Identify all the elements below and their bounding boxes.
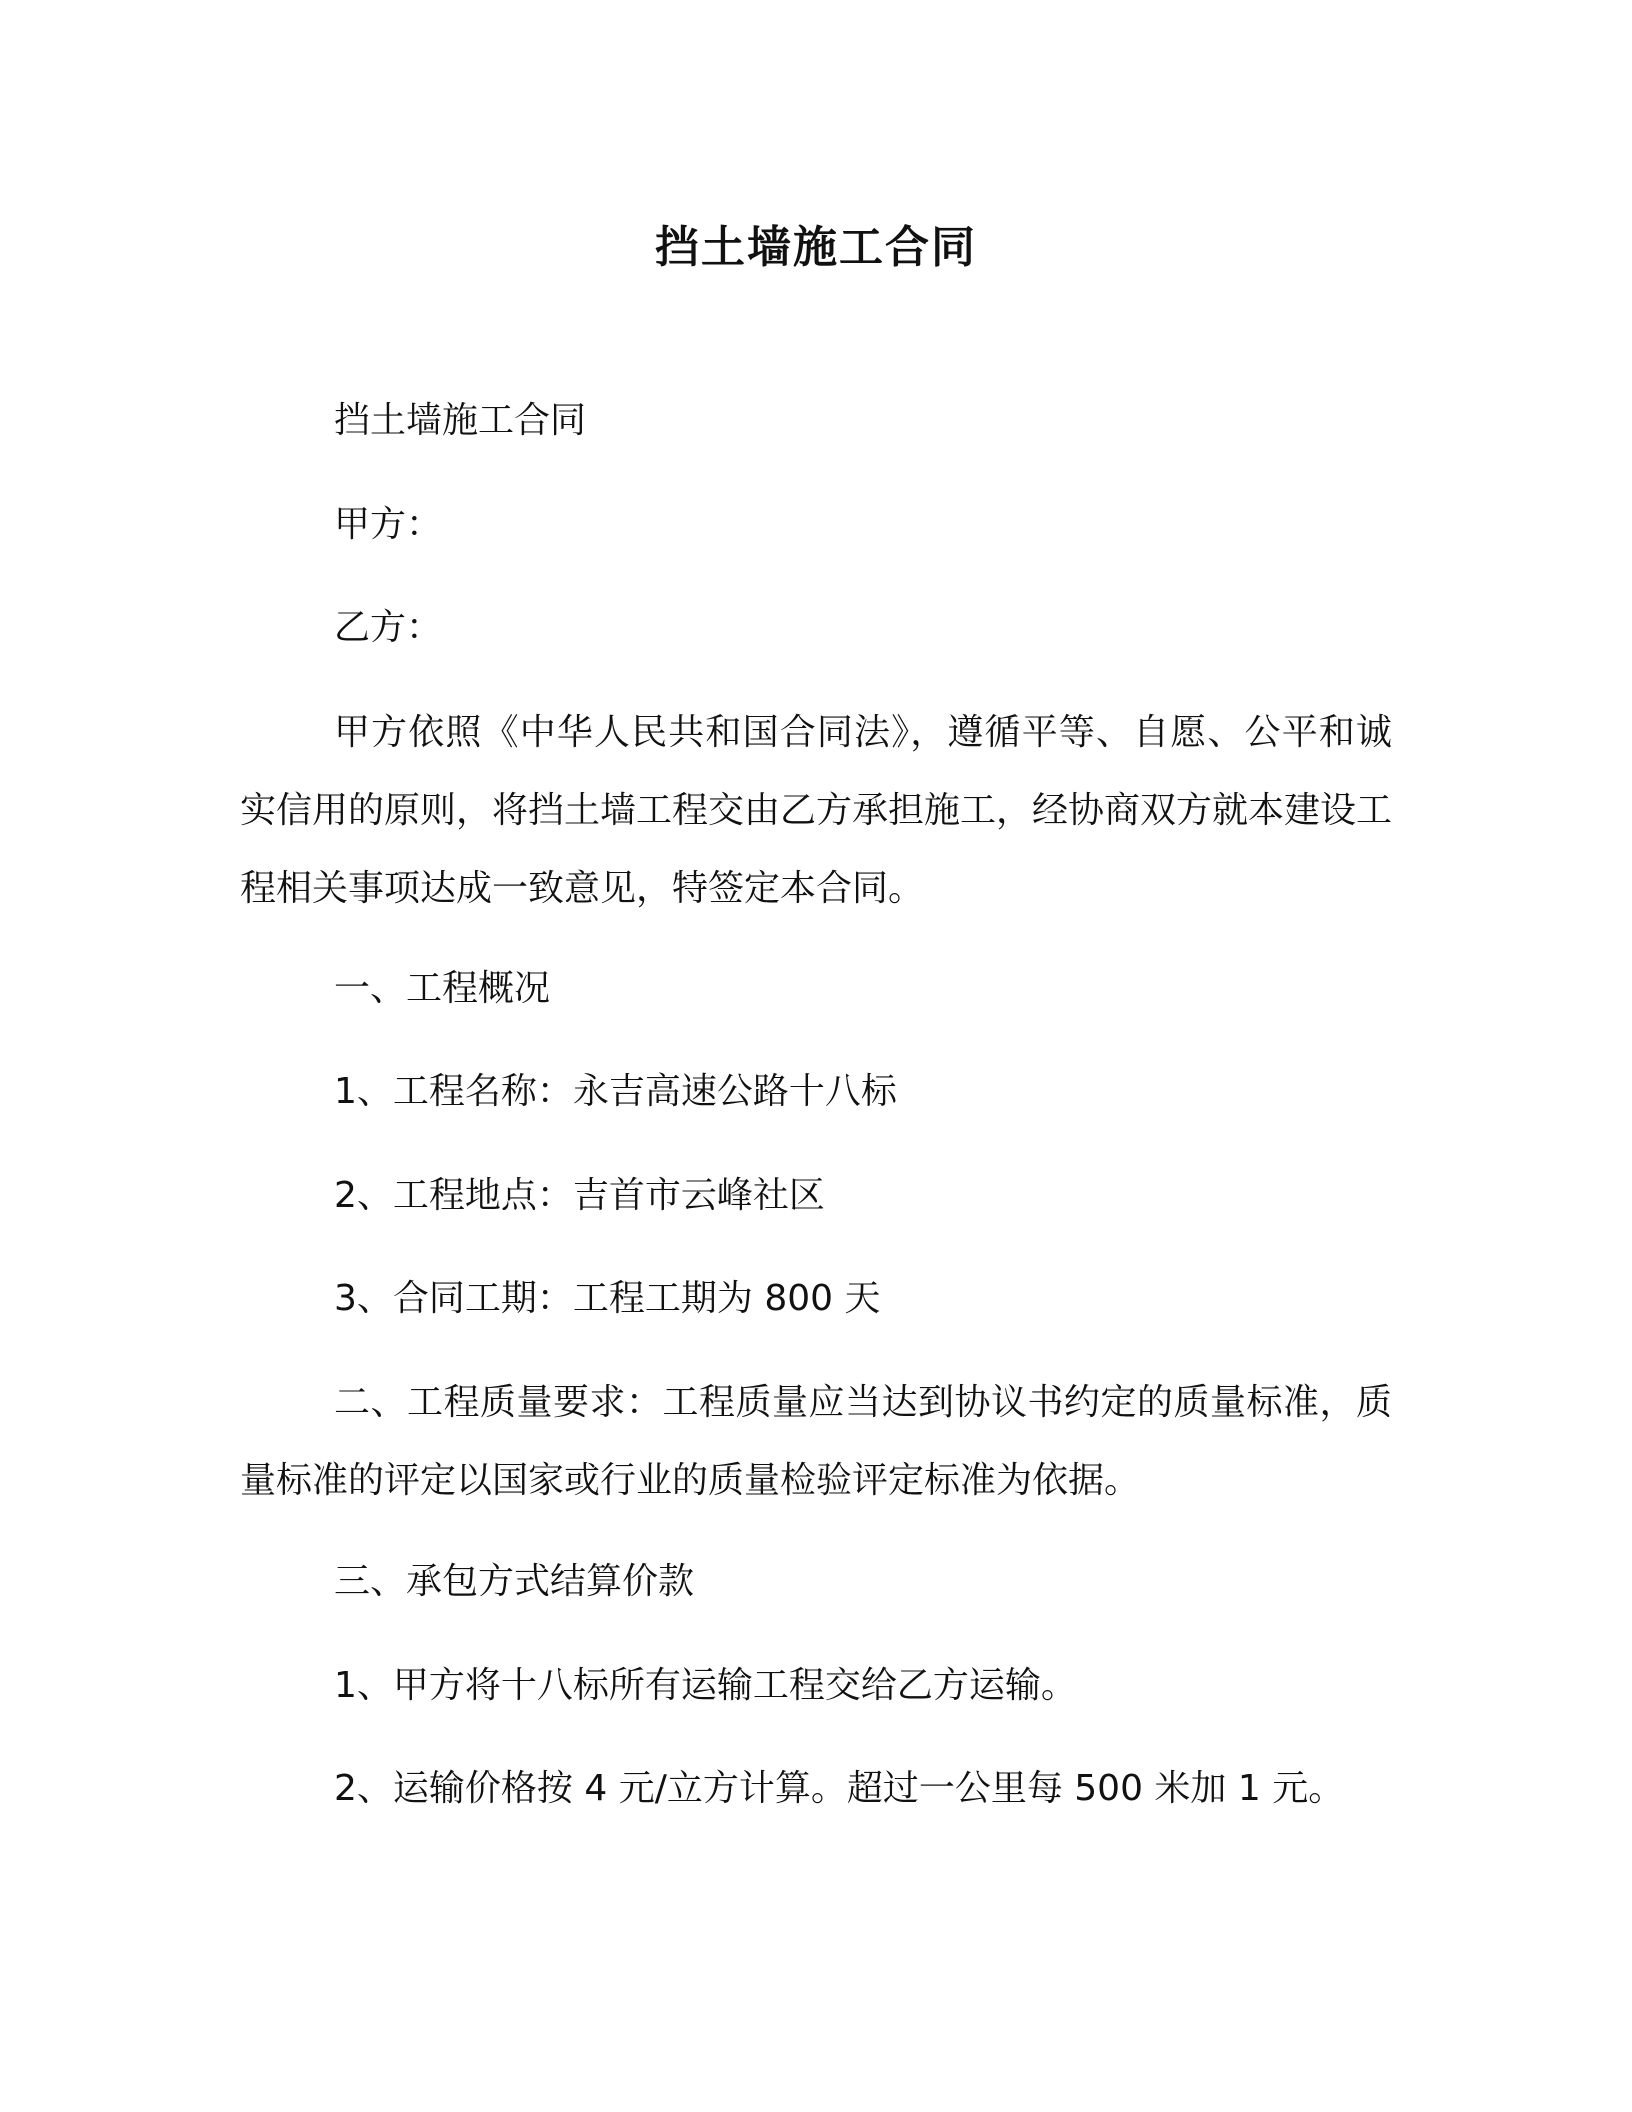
project-location-item: 2、工程地点：吉首市云峰社区: [334, 1175, 825, 1216]
intro-paragraph: 甲方依照《中华人民共和国合同法》，遵循平等、自愿、公平和诚实信用的原则，将挡土墙工程交由乙方承担施工，经协商双方就本建设工程相关事项达成一致意见，特签定本合同。: [240, 712, 1393, 909]
section-1-heading: 一、工程概况: [334, 968, 551, 1009]
contract-period-item: 3、合同工期：工程工期为 800 天: [334, 1278, 881, 1319]
transport-item: 1、甲方将十八标所有运输工程交给乙方运输。: [334, 1665, 1077, 1706]
party-b-label: 乙方：: [334, 607, 443, 648]
party-a-label: 甲方：: [334, 504, 443, 545]
project-name-item: 1、工程名称：永吉高速公路十八标: [334, 1071, 897, 1112]
section-2-paragraph: 二、工程质量要求：工程质量应当达到协议书约定的质量标准，质量标准的评定以国家或行业的质量检验评定标准为依据。: [240, 1382, 1392, 1501]
section-3-heading: 三、承包方式结算价款: [334, 1561, 695, 1602]
document-title: 挡土墙施工合同: [655, 222, 977, 273]
contract-subtitle: 挡土墙施工合同: [334, 400, 587, 441]
transport-price-item: 2、运输价格按 4 元/立方计算。超过一公里每 500 米加 1 元。: [334, 1768, 1345, 1809]
